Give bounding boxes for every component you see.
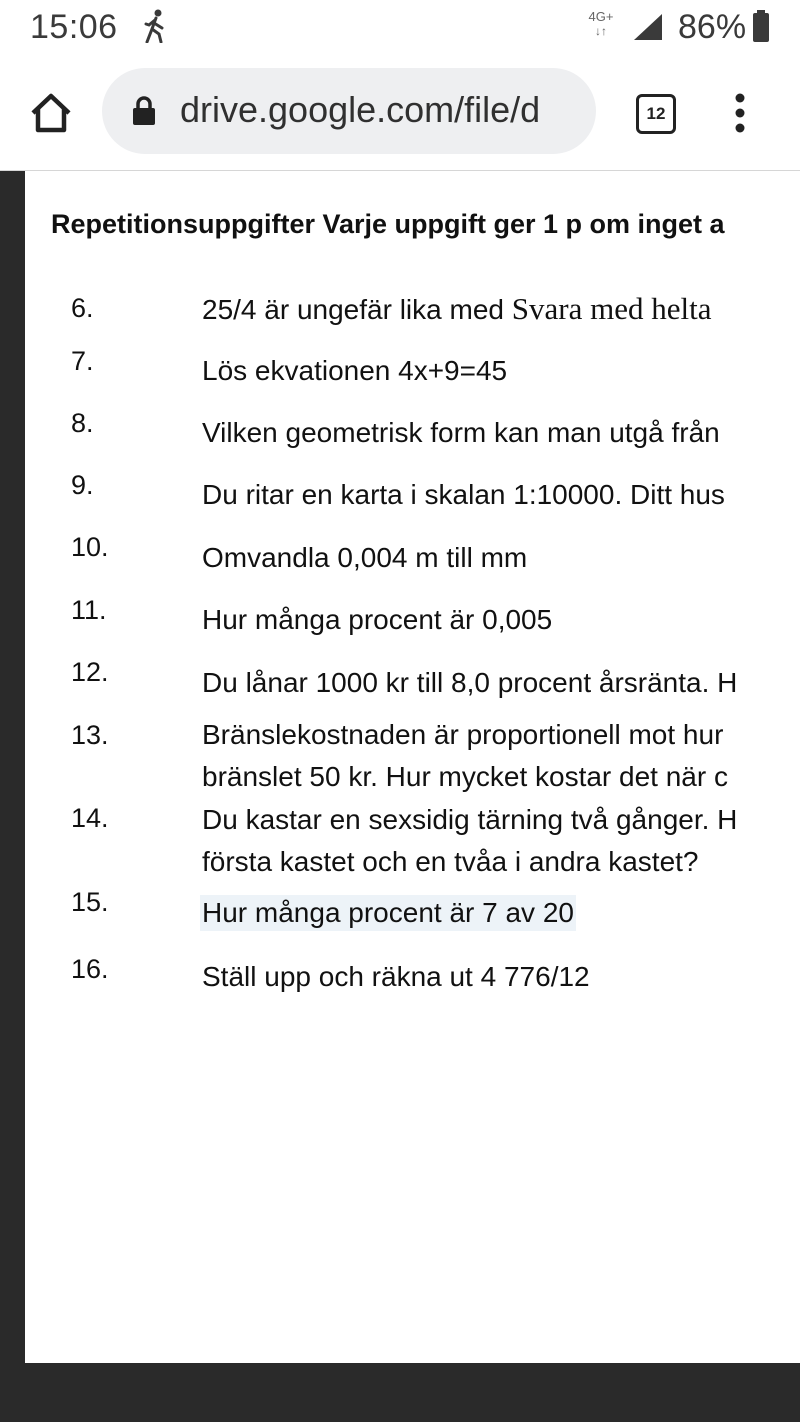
question-number: 7. bbox=[71, 346, 94, 376]
question-number: 14. bbox=[71, 803, 109, 833]
battery-percent: 86% bbox=[678, 8, 747, 46]
tabs-icon[interactable] bbox=[636, 94, 676, 134]
question-number: 15. bbox=[71, 887, 109, 917]
question-text: Lös ekvationen 4x+9=45 bbox=[202, 355, 508, 386]
question-number: 8. bbox=[71, 408, 94, 438]
question-text: Hur många procent är 0,005 bbox=[202, 604, 553, 635]
home-icon[interactable] bbox=[28, 90, 74, 136]
question-text: Du ritar en karta i skalan 1:10000. Ditt hus bbox=[202, 479, 725, 510]
question-number: 9. bbox=[71, 470, 94, 500]
question-number: 13. bbox=[71, 720, 109, 750]
question-number: 11. bbox=[71, 595, 107, 625]
question-number: 6. bbox=[71, 293, 94, 323]
network-label: 4G+ bbox=[588, 9, 614, 24]
document-page bbox=[25, 171, 800, 1363]
more-vert-icon[interactable] bbox=[726, 92, 754, 134]
status-time: 15:06 bbox=[30, 8, 118, 46]
question-text: Bränslekostnaden är proportionell mot hur bbox=[202, 719, 724, 750]
question-text-continued: bränslet 50 kr. Hur mycket kostar det när c bbox=[202, 761, 728, 792]
question-text-serif: Svara med helta bbox=[511, 291, 712, 326]
browser-toolbar bbox=[0, 56, 800, 171]
lock-icon bbox=[132, 96, 156, 126]
document-viewer[interactable] bbox=[0, 171, 800, 1422]
question-text: Omvandla 0,004 m till mm bbox=[202, 542, 528, 573]
question-text: Hur många procent är 7 av 20 bbox=[200, 895, 576, 931]
question-text bbox=[202, 291, 711, 328]
url-text: drive.google.com/file/d bbox=[180, 89, 541, 130]
walk-icon bbox=[142, 9, 170, 43]
question-number: 16. bbox=[71, 954, 109, 984]
question-text: Du kastar en sexsidig tärning två gånger. H bbox=[202, 804, 738, 835]
question-text: Vilken geometrisk form kan man utgå från bbox=[202, 417, 720, 448]
battery-icon bbox=[752, 10, 770, 42]
question-number: 12. bbox=[71, 657, 109, 687]
address-bar[interactable] bbox=[102, 68, 596, 154]
question-number: 10. bbox=[71, 532, 109, 562]
tab-count: 12 bbox=[646, 104, 666, 123]
document-heading: Repetitionsuppgifter Varje uppgift ger 1 p om inget a bbox=[51, 209, 725, 239]
question-text: Du lånar 1000 kr till 8,0 procent årsränta. H bbox=[202, 667, 738, 698]
question-text-continued: första kastet och en tvåa i andra kastet? bbox=[202, 846, 699, 877]
question-text-part: 25/4 är ungefär lika med bbox=[202, 294, 512, 325]
status-bar bbox=[0, 0, 800, 56]
signal-icon bbox=[632, 12, 664, 42]
question-text: Ställ upp och räkna ut 4 776/12 bbox=[202, 961, 590, 992]
network-4g-icon: 4G+ ↓↑ bbox=[588, 9, 614, 38]
